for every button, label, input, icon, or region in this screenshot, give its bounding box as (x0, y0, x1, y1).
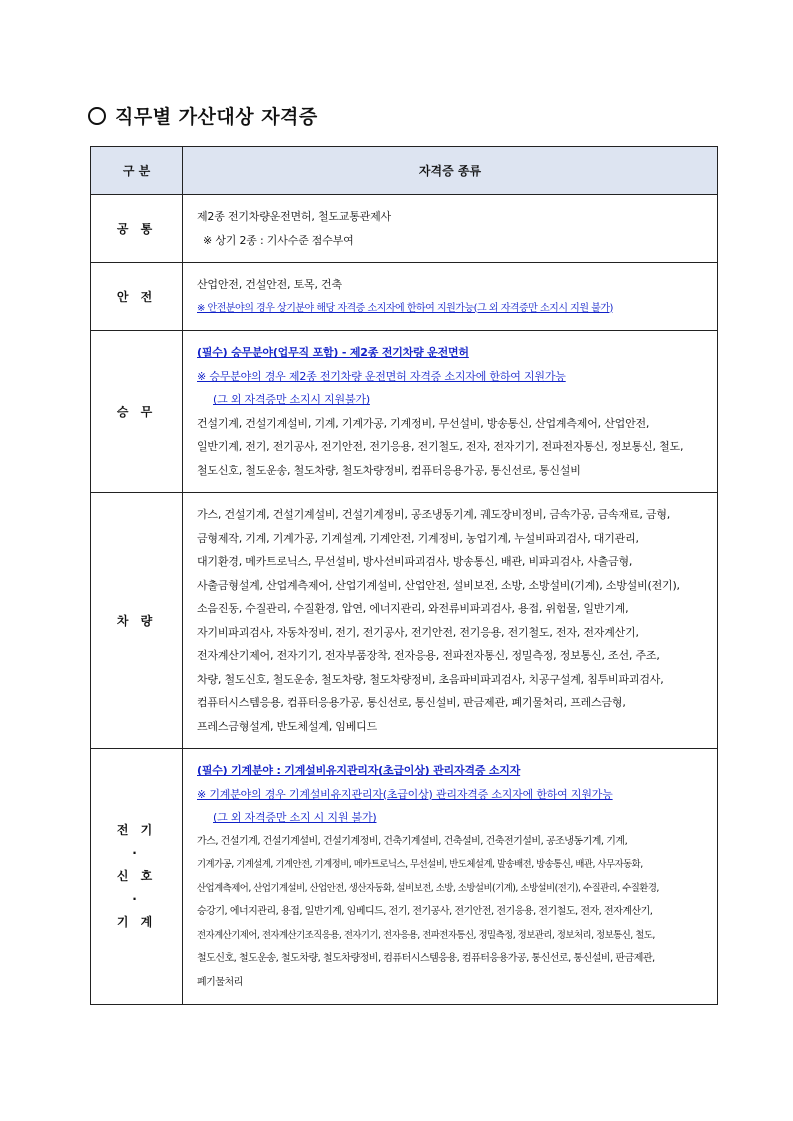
required-line: (필수) 기계분야 : 기계설비유지관리자(초급이상) 관리자격증 소지자 (197, 764, 521, 777)
header-category: 구 분 (91, 147, 183, 195)
cert-line: 철도신호, 철도운송, 철도차량, 철도차량정비, 컴퓨터시스템응용, 컴퓨터응용가공, 통신선로, 통신설비, 판금제관, (197, 953, 655, 964)
table-row-electric (91, 749, 718, 1005)
cert-line: 승강기, 에너지관리, 용접, 일반기계, 임베디드, 전기, 전기공사, 전기안전, 전기응용, 전기철도, 전자, 전자계산기, (197, 906, 653, 917)
cert-line: 제2종 전기차량운전면허, 철도교통관제사 (197, 210, 391, 223)
note-line: ※ 기계분야의 경우 기계설비유지관리자(초급이상) 관리자격증 소지자에 한하여 지원가능 (197, 787, 613, 801)
cert-line: 전자계산기제어, 전자기기, 전자부품장착, 전자응용, 전파전자통신, 정밀측정, 정보통신, 조선, 주조, (197, 649, 660, 662)
cert-line: 일반기계, 전기, 전기공사, 전기안전, 전기응용, 전기철도, 전자, 전자기기, 전파전자통신, 정보통신, 철도, (197, 440, 684, 453)
certificates-crew (183, 331, 718, 493)
cert-line: 산업계측제어, 산업기계설비, 산업안전, 생산자동화, 설비보전, 소방, 소방설비(기계), 소방설비(전기), 수질관리, 수질환경, (197, 882, 659, 894)
category-crew: 승 무 (91, 331, 183, 493)
table-row-safety (91, 263, 718, 331)
header-certificates: 자격증 종류 (183, 147, 718, 195)
required-line: (필수) 승무분야(업무직 포함) - 제2종 전기차량 운전면허 (197, 346, 469, 359)
table-row-vehicle (91, 493, 718, 749)
cert-line: 사출금형설계, 산업계측제어, 산업기계설비, 산업안전, 설비보전, 소방, 소방설비(기계), 소방설비(전기), (197, 578, 680, 592)
cert-line: 소음진동, 수질관리, 수질환경, 압연, 에너지관리, 와전류비파괴검사, 용접, 위험물, 일반기계, (197, 602, 629, 615)
cert-line: 전자계산기제어, 전자계산기조직응용, 전자기기, 전자응용, 전파전자통신, 정밀측정, 정보관리, 정보처리, 정보통신, 철도, (197, 929, 655, 941)
cert-line: 철도신호, 철도운송, 철도차량, 철도차량정비, 컴퓨터응용가공, 통신선로, 통신설비 (197, 463, 581, 477)
cert-line: 가스, 건설기계, 건설기계설비, 건설기계정비, 건축기계설비, 건축설비, 건축전기설비, 공조냉동기계, 기계, (197, 835, 628, 847)
category-line: · (132, 892, 141, 906)
table-row-common (91, 195, 718, 263)
certificates-vehicle (183, 493, 718, 749)
page-title-text: 직무별 가산대상 자격증 (115, 106, 318, 128)
cert-line: 폐기물처리 (197, 976, 243, 988)
certificate-table (90, 146, 718, 1005)
certificates-safety (183, 263, 718, 331)
cert-line: 차량, 철도신호, 철도운송, 철도차량, 철도차량정비, 초음파비파괴검사, 치공구설계, 침투비파괴검사, (197, 672, 664, 686)
table-header-row (91, 147, 718, 195)
note-line: (그 외 자격증만 소지 시 지원 불가) (213, 811, 377, 824)
category-line: 기 계 (116, 915, 157, 929)
cert-line: 산업안전, 건설안전, 토목, 건축 (197, 278, 342, 291)
category-line: 전 기 (116, 823, 157, 837)
cert-line: 자기비파괴검사, 자동차정비, 전기, 전기공사, 전기안전, 전기응용, 전기철도, 전자, 전자계산기, (197, 625, 639, 639)
page-title (88, 102, 318, 129)
category-safety: 안 전 (91, 263, 183, 331)
category-common: 공 통 (91, 195, 183, 263)
cert-line: 건설기계, 건설기계설비, 기계, 기계가공, 기계정비, 무선설비, 방송통신, 산업계측제어, 산업안전, (197, 416, 650, 430)
category-line: · (132, 846, 141, 860)
cert-line: 프레스금형설계, 반도체설계, 임베디드 (197, 719, 378, 733)
note-line: ※ 승무분야의 경우 제2종 전기차량 운전면허 자격증 소지자에 한하여 지원가능 (197, 369, 566, 383)
note-line: ※ 상기 2종 : 기사수준 점수부여 (203, 233, 354, 247)
cert-line: 기계가공, 기계설계, 기계안전, 기계정비, 메카트로닉스, 무선설비, 반도체설계, 발송배전, 방송통신, 배관, 사무자동화, (197, 859, 643, 870)
note-line: ※ 안전분야의 경우 상기분야 해당 자격증 소지자에 한하여 지원가능(그 외 자격증만 소지시 지원 불가) (197, 302, 613, 314)
table-row-crew (91, 331, 718, 493)
cert-line: 가스, 건설기계, 건설기계설비, 건설기계정비, 공조냉동기계, 궤도장비정비, 금속가공, 금속재료, 금형, (197, 508, 671, 521)
category-vehicle: 차 량 (91, 493, 183, 749)
cert-line: 대기환경, 메카트로닉스, 무선설비, 방사선비파괴검사, 방송통신, 배관, 비파괴검사, 사출금형, (197, 555, 633, 568)
cert-line: 금형제작, 기계, 기계가공, 기계설계, 기계안전, 기계정비, 농업기계, 누설비파괴검사, 대기관리, (197, 531, 639, 545)
note-line: (그 외 자격증만 소지시 지원불가) (213, 393, 370, 406)
category-line: 신 호 (116, 869, 157, 883)
certificates-electric-signal-machine (183, 749, 718, 1005)
category-electric-signal-machine (91, 749, 183, 1005)
cert-line: 컴퓨터시스템응용, 컴퓨터응용가공, 통신선로, 통신설비, 판금제관, 폐기물처리, 프레스금형, (197, 696, 626, 709)
circle-bullet-icon (88, 107, 106, 125)
certificates-common (183, 195, 718, 263)
